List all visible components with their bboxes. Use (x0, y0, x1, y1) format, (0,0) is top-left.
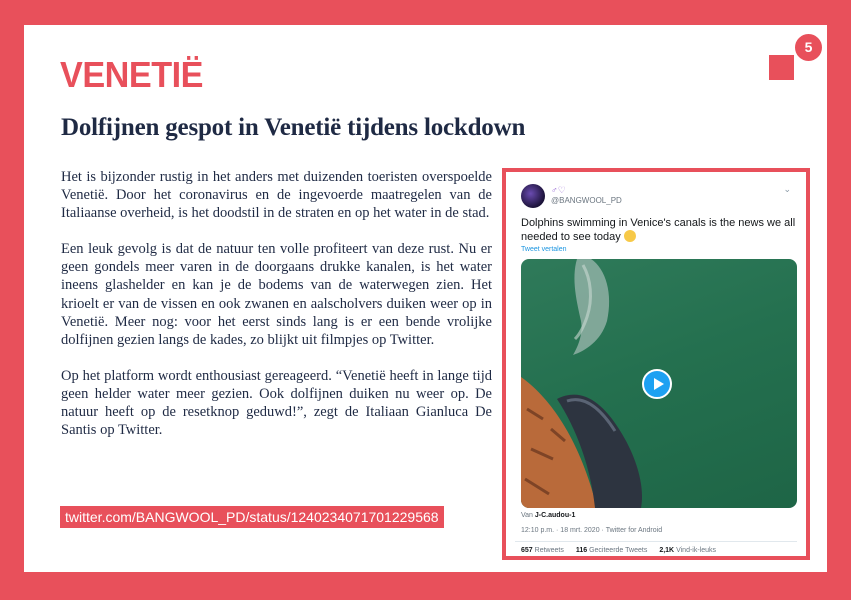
tweet-text-content: Dolphins swimming in Venice's canals is the news we all needed to see today (521, 217, 796, 243)
attribution-prefix: Van (521, 512, 533, 519)
dolphin-shape (573, 259, 609, 355)
retweets-stat[interactable] (521, 547, 564, 554)
likes-label: Vind-ik-leuks (676, 547, 717, 554)
tweet-stats (521, 547, 716, 554)
attribution-user[interactable]: J-C.audou-1 (534, 512, 576, 519)
quote-tweets-stat[interactable] (576, 547, 648, 554)
retweets-label: Retweets (534, 547, 564, 554)
smile-emoji-icon (624, 230, 636, 242)
article-paragraph-2: Een leuk gevolg is dat de natuur ten volle profiteert van deze rust. Nu er geen gondels meer varen in de doorgaans drukke kanalen, is het water ineens glashelder en kan je de bodems van de waterwegen zien. Het krioelt er van de vissen en ook zwanen en aalscholvers duiken weer op in Venetië. Meer nog: voor het eerst sinds lang is er een bende vrolijke dolfijnen gezien langs de kades, zo blijkt uit filmpjes op Twitter. (61, 241, 492, 348)
tweet-divider (515, 541, 797, 542)
likes-stat[interactable] (659, 547, 716, 554)
article-paragraph-3: Op het platform wordt enthousiast gereageerd. “Venetië heeft in lange tijd geen helder water meer gezien. Ook dolfijnen duiken nu weer op. De natuur heeft op de resetknop geduwd!”, zegt de Italiaan Gianluca De Santis op Twitter. (61, 367, 492, 439)
tweet-video[interactable] (521, 259, 797, 508)
tweet-timestamp[interactable]: 12:10 p.m. · 18 mrt. 2020 · Twitter for Android (521, 527, 663, 534)
translate-tweet-link[interactable]: Tweet vertalen (521, 246, 567, 253)
likes-count: 2,1K (659, 547, 675, 554)
play-icon[interactable] (642, 369, 672, 399)
retweets-count: 657 (521, 547, 533, 554)
quote-tweets-label: Geciteerde Tweets (589, 547, 648, 554)
video-attribution (521, 512, 575, 519)
article-body (61, 168, 492, 457)
article-headline: Dolfijnen gespot in Venetië tijdens lockdown (61, 114, 526, 141)
avatar[interactable] (521, 184, 545, 208)
author-name-glyphs: ♂♡ (551, 185, 566, 195)
tweet-embed (502, 168, 810, 560)
tweet-text (521, 216, 797, 244)
tweet-source-link[interactable]: twitter.com/BANGWOOL_PD/status/1240234071701229568 (60, 506, 444, 528)
page-marker (769, 55, 794, 80)
tweet-author-handle[interactable]: @BANGWOOL_PD (551, 196, 622, 205)
article-paragraph-1: Het is bijzonder rustig in het anders met duizenden toeristen overspoelde Venetië. Door het coronavirus en de ingevoerde maatregelen van de Italiaanse overheid, is het doodstil in de straten en op het water in de stad. (61, 169, 492, 222)
section-title: VENETIË (60, 54, 204, 95)
page-number-badge: 5 (793, 32, 824, 63)
chevron-down-icon[interactable]: ⌄ (783, 184, 791, 194)
tweet-author-name[interactable] (551, 185, 566, 196)
quote-tweets-count: 116 (575, 547, 588, 554)
